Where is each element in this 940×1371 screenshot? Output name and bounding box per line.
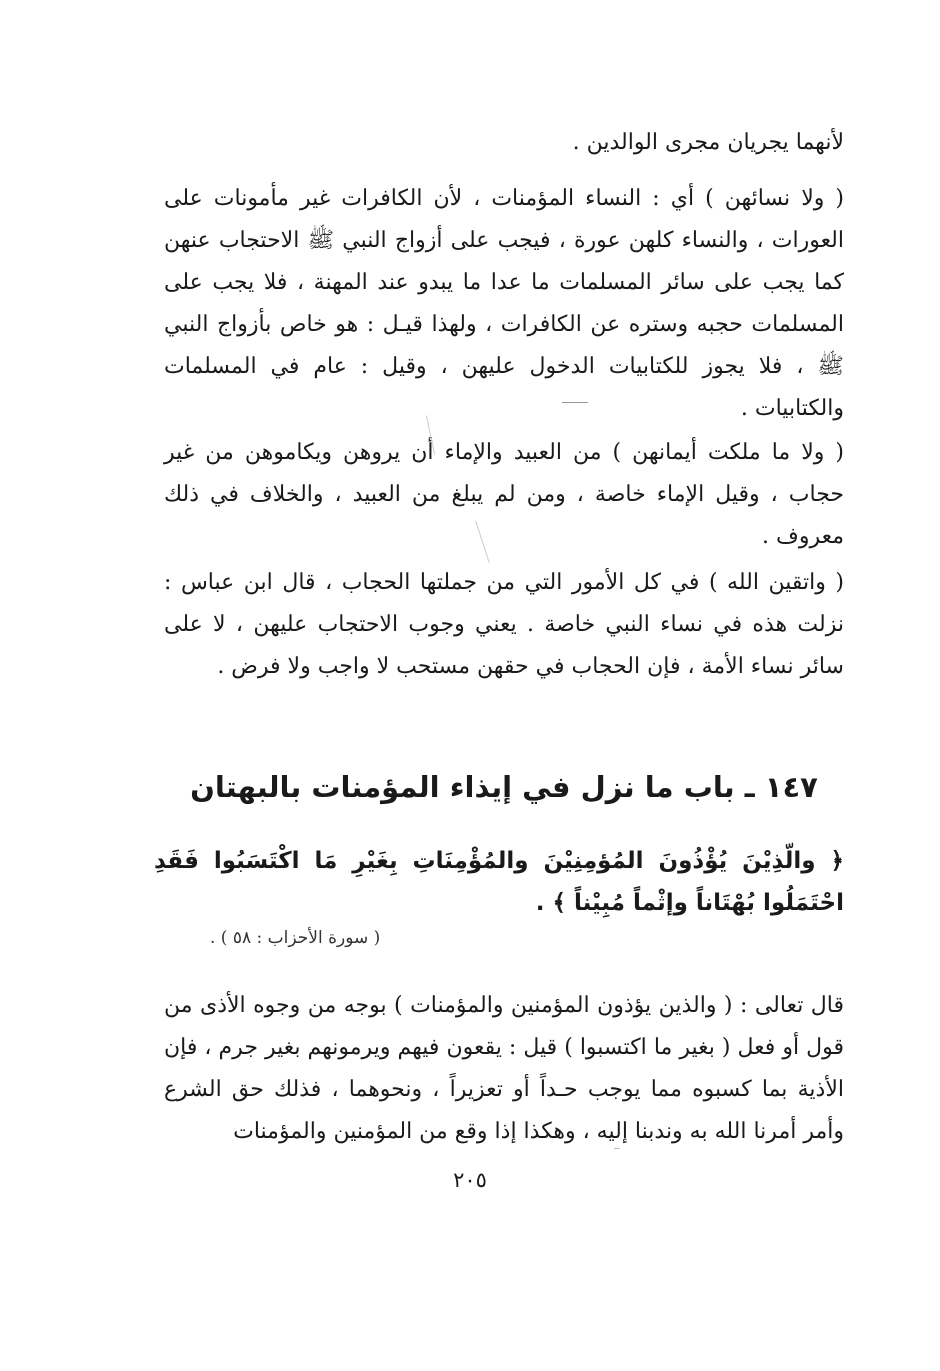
- chapter-heading: ١٤٧ ـ باب ما نزل في إيذاء المؤمنات بالبهتان: [190, 770, 818, 804]
- paragraph-wives-women: ( ولا نسائهن ) أي : النساء المؤمنات ، لأن الكافرات غير مأمونات على العورات ، والنساء كلهن عورة ، فيجب على أزواج النبي ﷺ الاحتجاب عنهن كما يجب على سائر المسلمات ما عدا ما يبدو عند المهنة ، فلا يجب على المسلمات حجبه وستره عن الكافرات ، ولهذا قيـل : هو خاص بأزواج النبي ﷺ ، فلا يجوز للكتابيات الدخول عليهن ، وقيل : عام في المسلمات والكتابيات .: [164, 186, 844, 421]
- verse-reference: ( سورة الأحزاب : ٥٨ ) .: [210, 928, 381, 948]
- page-number: ٢٠٥: [453, 1168, 487, 1192]
- paragraph-commentary: قال تعالى : ( والذين يؤذون المؤمنين والمؤمنات ) بوجه من وجوه الأذى من قول أو فعل ( بغير ما اكتسبوا ) قيل : يقعون فيهم ويرمونهم بغير جرم ، فإن الأذية بما كسبوه مما يوجب حـداً أو تعزيراً ، ونحوهما ، فذلك حق الشرع وأمر أمرنا الله به وندبنا إليه ، وهكذا إذا وقع من المؤمنين والمؤمنات: [164, 993, 844, 1144]
- paragraph-slaves: ( ولا ما ملكت أيمانهن ) من العبيد والإماء أن يروهن ويكاموهن من غير حجاب ، وقيل الإماء خاصة ، ومن لم يبلغ من العبيد ، والخلاف في ذلك معروف .: [164, 440, 844, 549]
- quran-verse: ﴿ والّذِيْنَ يُؤْذُونَ المُؤمِنِيْنَ والمُؤْمِنَاتِ بِغَيْرِ مَا اكْتَسَبُوا فَقَدِ احْتَمَلُوا بُهْتَاناً وإثْماً مُبِيْناً ﴾ .: [154, 848, 844, 916]
- scan-mark: [614, 1148, 620, 1149]
- paragraph-continuation: لأنهما يجريان مجرى الوالدين .: [572, 130, 844, 155]
- scan-mark: [562, 402, 588, 403]
- paragraph-fear-god: ( واتقين الله ) في كل الأمور التي من جملتها الحجاب ، قال ابن عباس : نزلت هذه في نساء النبي خاصة . يعني وجوب الاحتجاب عليهن ، لا على سائر نساء الأمة ، فإن الحجاب في حقهن مستحب لا واجب ولا فرض .: [164, 570, 844, 679]
